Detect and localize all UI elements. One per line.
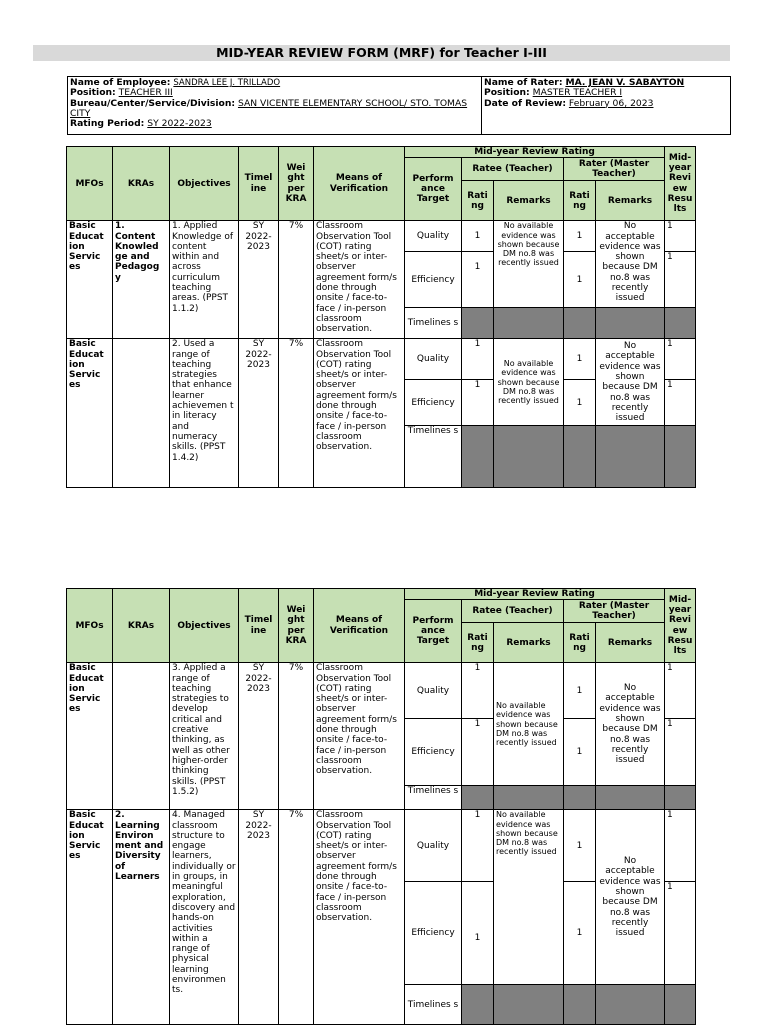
grey-cell (494, 786, 564, 810)
grey-cell (564, 985, 596, 1025)
ratee-remarks: No available evidence was shown because DM no.8 was recently issued (494, 339, 564, 426)
ratee-rating-efficiency: 1 (462, 719, 494, 786)
mfo-cell: Basic Educat ion Servic es (67, 221, 113, 339)
target-efficiency: Efficiency (405, 252, 462, 308)
grey-cell (494, 985, 564, 1025)
objective-cell: 3. Applied a range of teaching strategies to develop critical and creative thinking, as well as other higher-order thinking skills. (PPST 1.5.2) (170, 663, 239, 810)
col-header-performance-target: Perform ance Target (405, 600, 462, 663)
rater-remarks: No acceptable evidence was shown because DM no.8 was recently issued (596, 663, 665, 786)
employee-info-box (67, 76, 731, 135)
weight-cell: 7% (279, 221, 314, 339)
rater-remarks: No acceptable evidence was shown because DM no.8 was recently issued (596, 810, 665, 985)
means-cell: Classroom Observation Tool (COT) rating sheet/s or inter-observer agreement form/s done through onsite / face-to-face / in-person classroom observation. (314, 663, 405, 810)
bureau-label: Bureau/Center/Service/Division: (70, 97, 236, 109)
header-divider (481, 77, 482, 134)
weight-cell: 7% (279, 339, 314, 488)
ratee-rating-quality: 1 (462, 810, 494, 882)
rater-rating-quality: 1 (564, 663, 596, 719)
col-header-ratee-rating: Rati ng (462, 181, 494, 221)
col-header-rater-rating: Rati ng (564, 623, 596, 663)
result-quality: 1 (665, 221, 696, 252)
grey-cell (596, 308, 665, 339)
col-header-rater-remarks: Remarks (596, 623, 665, 663)
grey-cell (564, 426, 596, 488)
review-date-value: February 06, 2023 (568, 97, 654, 109)
grey-cell (462, 308, 494, 339)
col-header-results: Mid-year Revi ew Resu lts (665, 589, 696, 663)
col-header-mid-year-rating: Mid-year Review Rating (405, 589, 665, 600)
target-timeliness: Timelines s (405, 985, 462, 1025)
form-title: MID-YEAR REVIEW FORM (MRF) for Teacher I-III (33, 45, 730, 61)
rater-rating-efficiency: 1 (564, 882, 596, 985)
rater-name-label: Name of Rater: (484, 77, 563, 88)
grey-cell (665, 308, 696, 339)
ratee-rating-quality: 1 (462, 663, 494, 719)
rater-name-value: MA. JEAN V. SABAYTON (565, 77, 685, 88)
employee-info-left (70, 78, 478, 129)
col-header-ratee-rating: Rati ng (462, 623, 494, 663)
grey-cell (462, 786, 494, 810)
target-quality: Quality (405, 221, 462, 252)
grey-cell (596, 786, 665, 810)
employee-name-label: Name of Employee: (70, 77, 171, 88)
ratee-rating-quality: 1 (462, 339, 494, 380)
kra-cell (113, 663, 170, 810)
col-header-rater-rating: Rati ng (564, 181, 596, 221)
kra-cell: 1. Content Knowled ge and Pedagog y (113, 221, 170, 339)
employee-position-label: Position: (70, 87, 116, 99)
grey-cell (494, 426, 564, 488)
grey-cell (596, 985, 665, 1025)
bureau-line (70, 99, 478, 120)
col-header-objectives: Objectives (170, 589, 239, 663)
timeline-cell: SY 2022-2023 (239, 339, 279, 488)
rater-rating-quality: 1 (564, 221, 596, 252)
rater-rating-efficiency: 1 (564, 380, 596, 426)
result-efficiency: 1 (665, 380, 696, 426)
col-header-rater-remarks: Remarks (596, 181, 665, 221)
target-timeliness: Timelines s (405, 308, 462, 339)
result-efficiency: 1 (665, 882, 696, 985)
rater-rating-efficiency: 1 (564, 252, 596, 308)
timeline-cell: SY 2022-2023 (239, 221, 279, 339)
kra-cell (113, 339, 170, 488)
review-table-2 (66, 588, 696, 1025)
review-table-1 (66, 146, 696, 488)
employee-position-value: TEACHER III (118, 87, 173, 99)
col-header-kras: KRAs (113, 589, 170, 663)
rating-period-line (70, 119, 478, 129)
col-header-mfos: MFOs (67, 589, 113, 663)
grey-cell (596, 426, 665, 488)
grey-cell (665, 786, 696, 810)
col-header-results: Mid-year Revi ew Resu lts (665, 147, 696, 221)
grey-cell (462, 985, 494, 1025)
bureau-value: SAN VICENTE ELEMENTARY SCHOOL/ STO. TOMAS CITY (70, 97, 468, 119)
rater-position-value: MASTER TEACHER I (532, 87, 623, 99)
objective-cell: 4. Managed classroom structure to engage learners, individually or in groups, in meaningful exploration, discovery and hands-on activities within a range of physical learning environmen ts. (170, 810, 239, 1025)
timeline-cell: SY 2022-2023 (239, 663, 279, 810)
rater-position-label: Position: (484, 87, 530, 99)
col-header-means: Means of Verification (314, 589, 405, 663)
grey-cell (665, 426, 696, 488)
result-efficiency: 1 (665, 252, 696, 308)
means-cell: Classroom Observation Tool (COT) rating sheet/s or inter-observer agreement form/s done through onsite / face-to-face / in-person classroom observation. (314, 339, 405, 488)
target-quality: Quality (405, 663, 462, 719)
mfo-cell: Basic Educat ion Servic es (67, 663, 113, 810)
col-header-weight: Wei ght per KRA (279, 147, 314, 221)
ratee-remarks: No available evidence was shown because DM no.8 was recently issued (494, 663, 564, 786)
rater-info-right (484, 78, 728, 109)
objective-cell: 1. Applied Knowledge of content within and across curriculum teaching areas. (PPST 1.1.2) (170, 221, 239, 339)
col-header-means: Means of Verification (314, 147, 405, 221)
weight-cell: 7% (279, 810, 314, 1025)
col-header-performance-target: Perform ance Target (405, 158, 462, 221)
col-header-mid-year-rating: Mid-year Review Rating (405, 147, 665, 158)
col-header-timeline: Timel ine (239, 147, 279, 221)
ratee-rating-efficiency: 1 (462, 380, 494, 426)
review-date-label: Date of Review: (484, 97, 566, 109)
rater-rating-quality: 1 (564, 810, 596, 882)
target-quality: Quality (405, 810, 462, 882)
col-header-rater: Rater (Master Teacher) (564, 158, 665, 181)
ratee-rating-quality: 1 (462, 221, 494, 252)
result-quality: 1 (665, 663, 696, 719)
col-header-ratee: Ratee (Teacher) (462, 600, 564, 623)
employee-name-value: SANDRA LEE J. TRILLADO (173, 78, 281, 88)
grey-cell (665, 985, 696, 1025)
result-efficiency: 1 (665, 719, 696, 786)
rater-remarks: No acceptable evidence was shown because DM no.8 was recently issued (596, 221, 665, 308)
target-efficiency: Efficiency (405, 380, 462, 426)
grey-cell (564, 308, 596, 339)
ratee-remarks: No available evidence was shown because DM no.8 was recently issued (494, 810, 564, 985)
objective-cell: 2. Used a range of teaching strategies that enhance learner achievemen t in literacy and numeracy skills. (PPST 1.4.2) (170, 339, 239, 488)
result-quality: 1 (665, 339, 696, 380)
target-timeliness: Timelines s (405, 786, 462, 810)
result-quality: 1 (665, 810, 696, 882)
target-efficiency: Efficiency (405, 719, 462, 786)
timeline-cell: SY 2022-2023 (239, 810, 279, 1025)
target-timeliness: Timelines s (405, 426, 462, 488)
ratee-rating-efficiency: 1 (462, 882, 494, 985)
rater-rating-efficiency: 1 (564, 719, 596, 786)
mfo-cell: Basic Educat ion Servic es (67, 810, 113, 1025)
col-header-mfos: MFOs (67, 147, 113, 221)
rater-remarks: No acceptable evidence was shown because DM no.8 was recently issued (596, 339, 665, 426)
means-cell: Classroom Observation Tool (COT) rating sheet/s or inter-observer agreement form/s done through onsite / face-to-face / in-person classroom observation. (314, 221, 405, 339)
target-efficiency: Efficiency (405, 882, 462, 985)
rating-period-label: Rating Period: (70, 118, 145, 130)
col-header-ratee-remarks: Remarks (494, 623, 564, 663)
col-header-weight: Wei ght per KRA (279, 589, 314, 663)
means-cell: Classroom Observation Tool (COT) rating sheet/s or inter-observer agreement form/s done through onsite / face-to-face / in-person classroom observation. (314, 810, 405, 1025)
grey-cell (494, 308, 564, 339)
rating-period-value: SY 2022-2023 (147, 118, 212, 130)
grey-cell (564, 786, 596, 810)
kra-cell: 2. Learning Environ ment and Diversity of Learners (113, 810, 170, 1025)
target-quality: Quality (405, 339, 462, 380)
col-header-objectives: Objectives (170, 147, 239, 221)
review-date-line (484, 99, 728, 109)
col-header-rater: Rater (Master Teacher) (564, 600, 665, 623)
ratee-rating-efficiency: 1 (462, 252, 494, 308)
col-header-ratee-remarks: Remarks (494, 181, 564, 221)
mfo-cell: Basic Educat ion Servic es (67, 339, 113, 488)
ratee-remarks: No available evidence was shown because DM no.8 was recently issued (494, 221, 564, 308)
rater-rating-quality: 1 (564, 339, 596, 380)
col-header-timeline: Timel ine (239, 589, 279, 663)
col-header-kras: KRAs (113, 147, 170, 221)
weight-cell: 7% (279, 663, 314, 810)
grey-cell (462, 426, 494, 488)
col-header-ratee: Ratee (Teacher) (462, 158, 564, 181)
